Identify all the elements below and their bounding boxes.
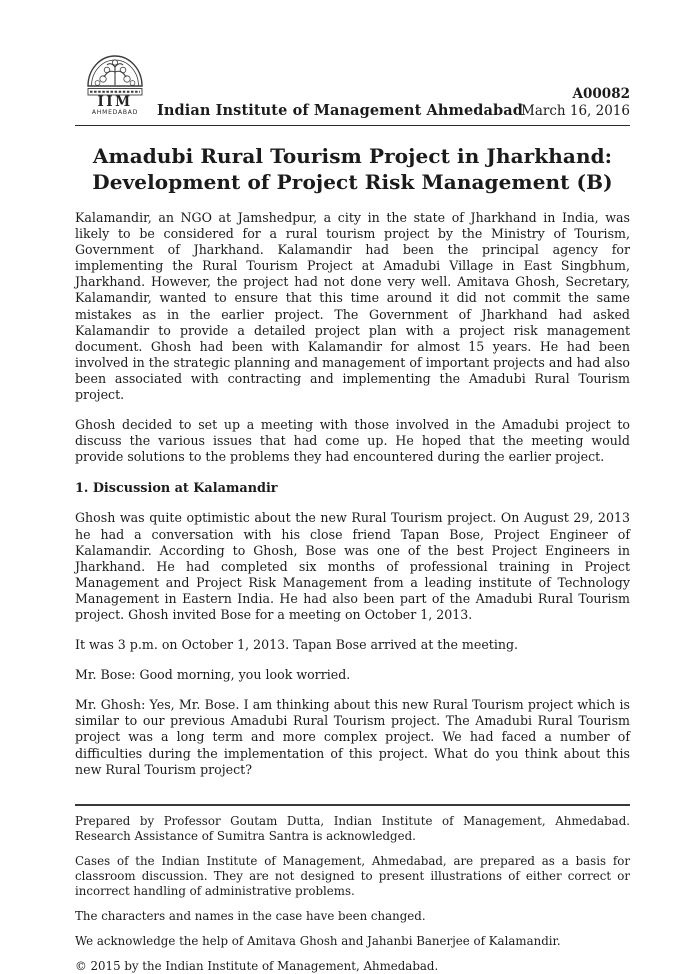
logo-city-text: AHMEDABAD <box>91 109 139 116</box>
dialogue-ghosh: Mr. Ghosh: Yes, Mr. Bose. I am thinking about this new Rural Tourism project which is similar to our previous Amadubi Rural Tourism project. The Amadubi Rural Tourism project was a long term and more complex project. We had faced a number of difficulties during the implementation of this project. What do you think about this new Rural Tourism project? <box>75 697 630 777</box>
paragraph-meeting-setup: Ghosh decided to set up a meeting with those involved in the Amadubi project to discuss the various issues that had come up. He hoped that the meeting would provide solutions to the problems they had encountered during the earlier project. <box>75 417 630 465</box>
footnote-copyright: © 2015 by the Indian Institute of Management, Ahmedabad. <box>75 958 439 973</box>
paragraph-optimism: Ghosh was quite optimistic about the new Rural Tourism project. On August 29, 2013 he had a conversation with his close friend Tapan Bose, Project Engineer of Kalamandir. According to Ghosh, Bose was one of the best Project Engineers in Jharkhand. He had completed six months of professional training in Project Management and Project Risk Management from a leading institute of Technology Management in Eastern India. He had also been part of the Amadubi Rural Tourism project. Ghosh invited Bose for a meeting on October 1, 2013. <box>75 510 630 622</box>
case-date: March 16, 2016 <box>521 103 630 119</box>
section-heading-discussion: 1. Discussion at Kalamandir <box>75 481 278 497</box>
footnote-cases-purpose: Cases of the Indian Institute of Management, Ahmedabad, are prepared as a basis for classroom discussion. They are not designed to present illustrations of either correct or incorrect handling of administrative problems. <box>75 853 630 898</box>
footnote-rule <box>75 804 630 806</box>
paragraph-intro: Kalamandir, an NGO at Jamshedpur, a city in the state of Jharkhand in India, was likely to be considered for a rural tourism project by the Ministry of Tourism, Government of Jharkhand. Kalamandir had been the principal agency for implementing the Rural Tourism Project at Amadubi Village in East Singbhum, Jharkhand. However, the project had not done very well. Amitava Ghosh, Secretary, Kalamandir, wanted to ensure that this time around it did not commit the same mistakes as in the earlier project. The Government of Jharkhand had asked Kalamandir to provide a detailed project plan with a project risk management document. Ghosh had been with Kalamandir for almost 15 years. He had been involved in the strategic planning and management of important projects and had also been associated with contracting and implementing the Amadubi Rural Tourism project. <box>75 210 630 403</box>
title-line-1: Amadubi Rural Tourism Project in Jharkhand: <box>92 144 613 168</box>
footnote-prepared-by: Prepared by Professor Goutam Dutta, Indian Institute of Management, Ahmedabad. Research Assistance of Sumitra Santra is acknowledged. <box>75 813 630 843</box>
institute-name: Indian Institute of Management Ahmedabad <box>157 102 523 119</box>
case-body <box>75 210 630 778</box>
case-number: A00082 <box>572 86 630 102</box>
iima-tree-arch-icon <box>83 50 147 116</box>
header-right-block <box>521 86 630 120</box>
footnotes <box>75 814 630 974</box>
footnote-names-changed: The characters and names in the case have been changed. <box>75 908 426 923</box>
dialogue-bose: Mr. Bose: Good morning, you look worried. <box>75 667 351 683</box>
letterhead <box>75 50 630 120</box>
page-title <box>75 143 630 195</box>
header-rule <box>75 125 630 126</box>
footnote-acknowledgement: We acknowledge the help of Amitava Ghosh and Jahanbi Banerjee of Kalamandir. <box>75 933 561 948</box>
paragraph-meeting-time: It was 3 p.m. on October 1, 2013. Tapan Bose arrived at the meeting. <box>75 637 519 653</box>
logo-acronym-text: IIM <box>97 94 133 110</box>
iima-logo <box>83 50 147 116</box>
title-line-2: Development of Project Risk Management (B) <box>92 170 613 194</box>
